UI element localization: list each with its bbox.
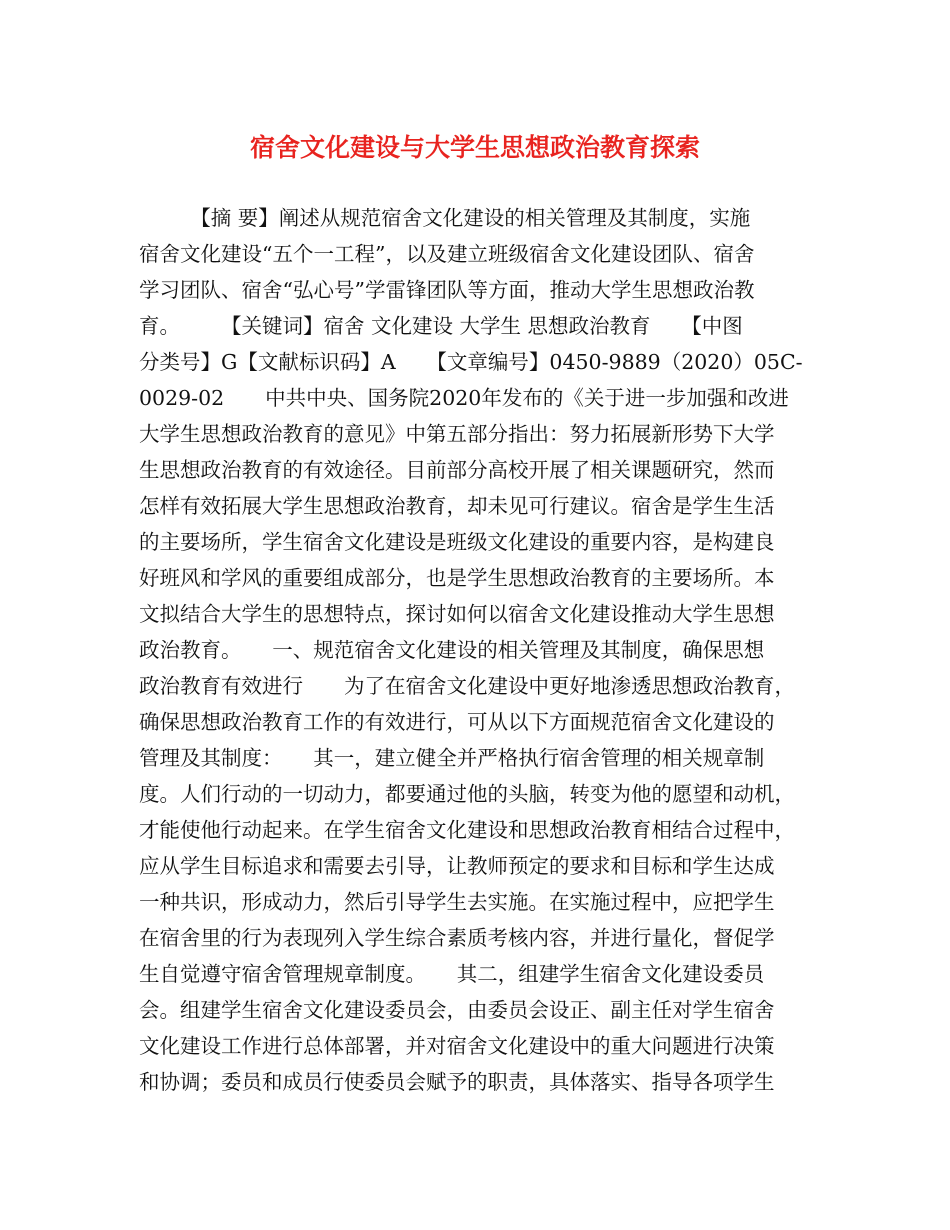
body-line: 政治教育。 一、规范宿舍文化建设的相关管理及其制度，确保思想 [139, 638, 765, 662]
body-line: 文拟结合大学生的思想特点，探讨如何以宿舍文化建设推动大学生思想 [139, 602, 775, 626]
body-line: 分类号】G【文献标识码】A 【文章编号】0450-9889（2020）05C- [139, 350, 803, 374]
body-line: 才能使他行动起来。在学生宿舍文化建设和思想政治教育相结合过程中， [139, 818, 795, 842]
document-body [139, 200, 815, 1100]
body-line: 管理及其制度： 其一，建立健全并严格执行宿舍管理的相关规章制 [139, 746, 765, 770]
body-line: 生思想政治教育的有效途径。目前部分高校开展了相关课题研究，然而 [139, 458, 775, 482]
body-line: 怎样有效拓展大学生思想政治教育，却未见可行建议。宿舍是学生生活 [139, 494, 775, 518]
body-line: 一种共识，形成动力，然后引导学生去实施。在实施过程中，应把学生 [139, 890, 775, 914]
body-line: 宿舍文化建设“五个一工程”，以及建立班级宿舍文化建设团队、宿舍 [139, 242, 755, 266]
body-line: 度。人们行动的一切动力，都要通过他的头脑，转变为他的愿望和动机， [139, 782, 795, 806]
body-line: 在宿舍里的行为表现列入学生综合素质考核内容，并进行量化，督促学 [139, 926, 775, 950]
body-line: 的主要场所，学生宿舍文化建设是班级文化建设的重要内容，是构建良 [139, 530, 775, 554]
body-line: 0029-02 中共中央、国务院2020年发布的《关于进一步加强和改进 [139, 386, 789, 410]
body-line: 会。组建学生宿舍文化建设委员会，由委员会设正、副主任对学生宿舍 [139, 998, 775, 1022]
body-line: 【摘 要】阐述从规范宿舍文化建设的相关管理及其制度，实施 [139, 206, 751, 230]
body-line: 应从学生目标追求和需要去引导，让教师预定的要求和目标和学生达成 [139, 854, 775, 878]
body-line: 和协调；委员和成员行使委员会赋予的职责，具体落实、指导各项学生 [139, 1070, 775, 1094]
body-line: 好班风和学风的重要组成部分，也是学生思想政治教育的主要场所。本 [139, 566, 775, 590]
body-line: 生自觉遵守宿舍管理规章制度。 其二，组建学生宿舍文化建设委员 [139, 962, 765, 986]
body-line: 政治教育有效进行 为了在宿舍文化建设中更好地渗透思想政治教育， [139, 674, 795, 698]
body-line: 大学生思想政治教育的意见》中第五部分指出：努力拓展新形势下大学 [139, 422, 775, 446]
body-line: 文化建设工作进行总体部署，并对宿舍文化建设中的重大问题进行决策 [139, 1034, 775, 1058]
body-line: 确保思想政治教育工作的有效进行，可从以下方面规范宿舍文化建设的 [139, 710, 775, 734]
document-title: 宿舍文化建设与大学生思想政治教育探索 [249, 133, 700, 162]
body-line: 学习团队、宿舍“弘心号”学雷锋团队等方面，推动大学生思想政治教 [139, 278, 755, 302]
body-line: 育。 【关键词】宿舍 文化建设 大学生 思想政治教育 【中图 [139, 314, 743, 338]
